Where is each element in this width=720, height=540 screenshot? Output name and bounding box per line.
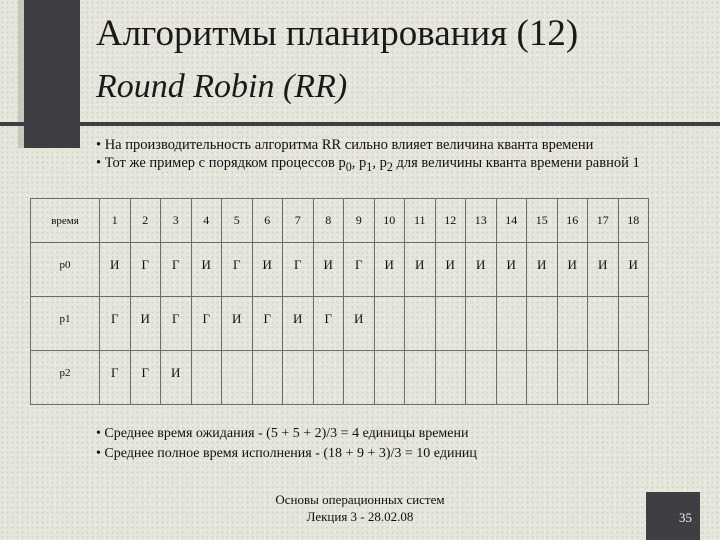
state-cell: Г (283, 243, 314, 297)
state-cell (588, 297, 619, 351)
time-tick: 15 (527, 199, 558, 243)
state-cell: И (191, 243, 222, 297)
time-tick: 14 (496, 199, 527, 243)
time-tick: 16 (557, 199, 588, 243)
state-cell: И (252, 243, 283, 297)
time-tick: 11 (405, 199, 436, 243)
intro-bullets (96, 136, 696, 176)
state-cell (344, 351, 375, 405)
time-tick: 13 (466, 199, 497, 243)
schedule-table (30, 198, 649, 405)
state-cell (466, 297, 497, 351)
state-cell: Г (191, 297, 222, 351)
time-tick: 5 (222, 199, 253, 243)
state-cell: И (496, 243, 527, 297)
time-tick: 3 (161, 199, 192, 243)
time-tick: 12 (435, 199, 466, 243)
state-cell (405, 351, 436, 405)
page-number: 35 (679, 510, 692, 525)
process-label: p2 (31, 351, 100, 405)
time-tick: 6 (252, 199, 283, 243)
state-cell: Г (161, 297, 192, 351)
time-tick: 18 (618, 199, 649, 243)
process-row (31, 351, 649, 405)
state-cell (283, 351, 314, 405)
state-cell: Г (222, 243, 253, 297)
process-row (31, 243, 649, 297)
time-tick: 4 (191, 199, 222, 243)
state-cell (588, 351, 619, 405)
state-cell (618, 297, 649, 351)
state-cell (222, 351, 253, 405)
state-cell (466, 351, 497, 405)
state-cell: И (557, 243, 588, 297)
page-number-box (646, 492, 700, 540)
bullet-quantum-impact: • На производительность алгоритма RR сильно влияет величина кванта времени (96, 137, 594, 153)
state-cell: Г (313, 297, 344, 351)
state-cell (557, 351, 588, 405)
state-cell: Г (100, 351, 131, 405)
state-cell (313, 351, 344, 405)
state-cell (527, 297, 558, 351)
time-tick: 17 (588, 199, 619, 243)
footer-lecture: Лекция 3 - 28.02.08 (306, 509, 414, 524)
state-cell: И (374, 243, 405, 297)
slide-title: Алгоритмы планирования (12) (96, 13, 579, 54)
state-cell: И (405, 243, 436, 297)
footer-course: Основы операционных систем (275, 492, 445, 507)
state-cell (527, 351, 558, 405)
state-cell: И (344, 297, 375, 351)
state-cell: И (283, 297, 314, 351)
state-cell (618, 351, 649, 405)
state-cell: Г (130, 243, 161, 297)
state-cell (405, 297, 436, 351)
summary-block (96, 424, 477, 464)
time-tick: 1 (100, 199, 131, 243)
state-cell: И (100, 243, 131, 297)
process-label: p0 (31, 243, 100, 297)
state-cell (435, 297, 466, 351)
state-cell: И (435, 243, 466, 297)
time-tick: 7 (283, 199, 314, 243)
state-cell: Г (252, 297, 283, 351)
time-header-label: время (31, 199, 100, 243)
state-cell: И (161, 351, 192, 405)
state-cell (374, 351, 405, 405)
state-cell: И (527, 243, 558, 297)
time-tick: 2 (130, 199, 161, 243)
state-cell: И (222, 297, 253, 351)
bullet-example-order: • Тот же пример с порядком процессов $p_0$, $p_1$, $p_2$ для величины кванта времени равной 1 (96, 155, 640, 174)
avg-turnaround-time: • Среднее полное время исполнения - (18 + 9 + 3)/3 = 10 единиц (96, 446, 477, 461)
time-tick: 9 (344, 199, 375, 243)
state-cell (252, 351, 283, 405)
process-row (31, 297, 649, 351)
state-cell: Г (130, 351, 161, 405)
slide-footer (0, 491, 720, 525)
table-header-row (31, 199, 649, 243)
state-cell (191, 351, 222, 405)
state-cell: И (130, 297, 161, 351)
avg-wait-time: • Среднее время ожидания - (5 + 5 + 2)/3 = 4 единицы времени (96, 426, 469, 441)
title-divider (0, 122, 720, 126)
slide-subtitle: Round Robin (RR) (96, 68, 348, 105)
state-cell (435, 351, 466, 405)
state-cell (496, 351, 527, 405)
state-cell: Г (161, 243, 192, 297)
state-cell: Г (100, 297, 131, 351)
state-cell (496, 297, 527, 351)
time-tick: 10 (374, 199, 405, 243)
state-cell (374, 297, 405, 351)
state-cell: И (313, 243, 344, 297)
state-cell: И (588, 243, 619, 297)
state-cell: И (618, 243, 649, 297)
process-label: p1 (31, 297, 100, 351)
time-tick: 8 (313, 199, 344, 243)
state-cell: И (466, 243, 497, 297)
state-cell (557, 297, 588, 351)
state-cell: Г (344, 243, 375, 297)
